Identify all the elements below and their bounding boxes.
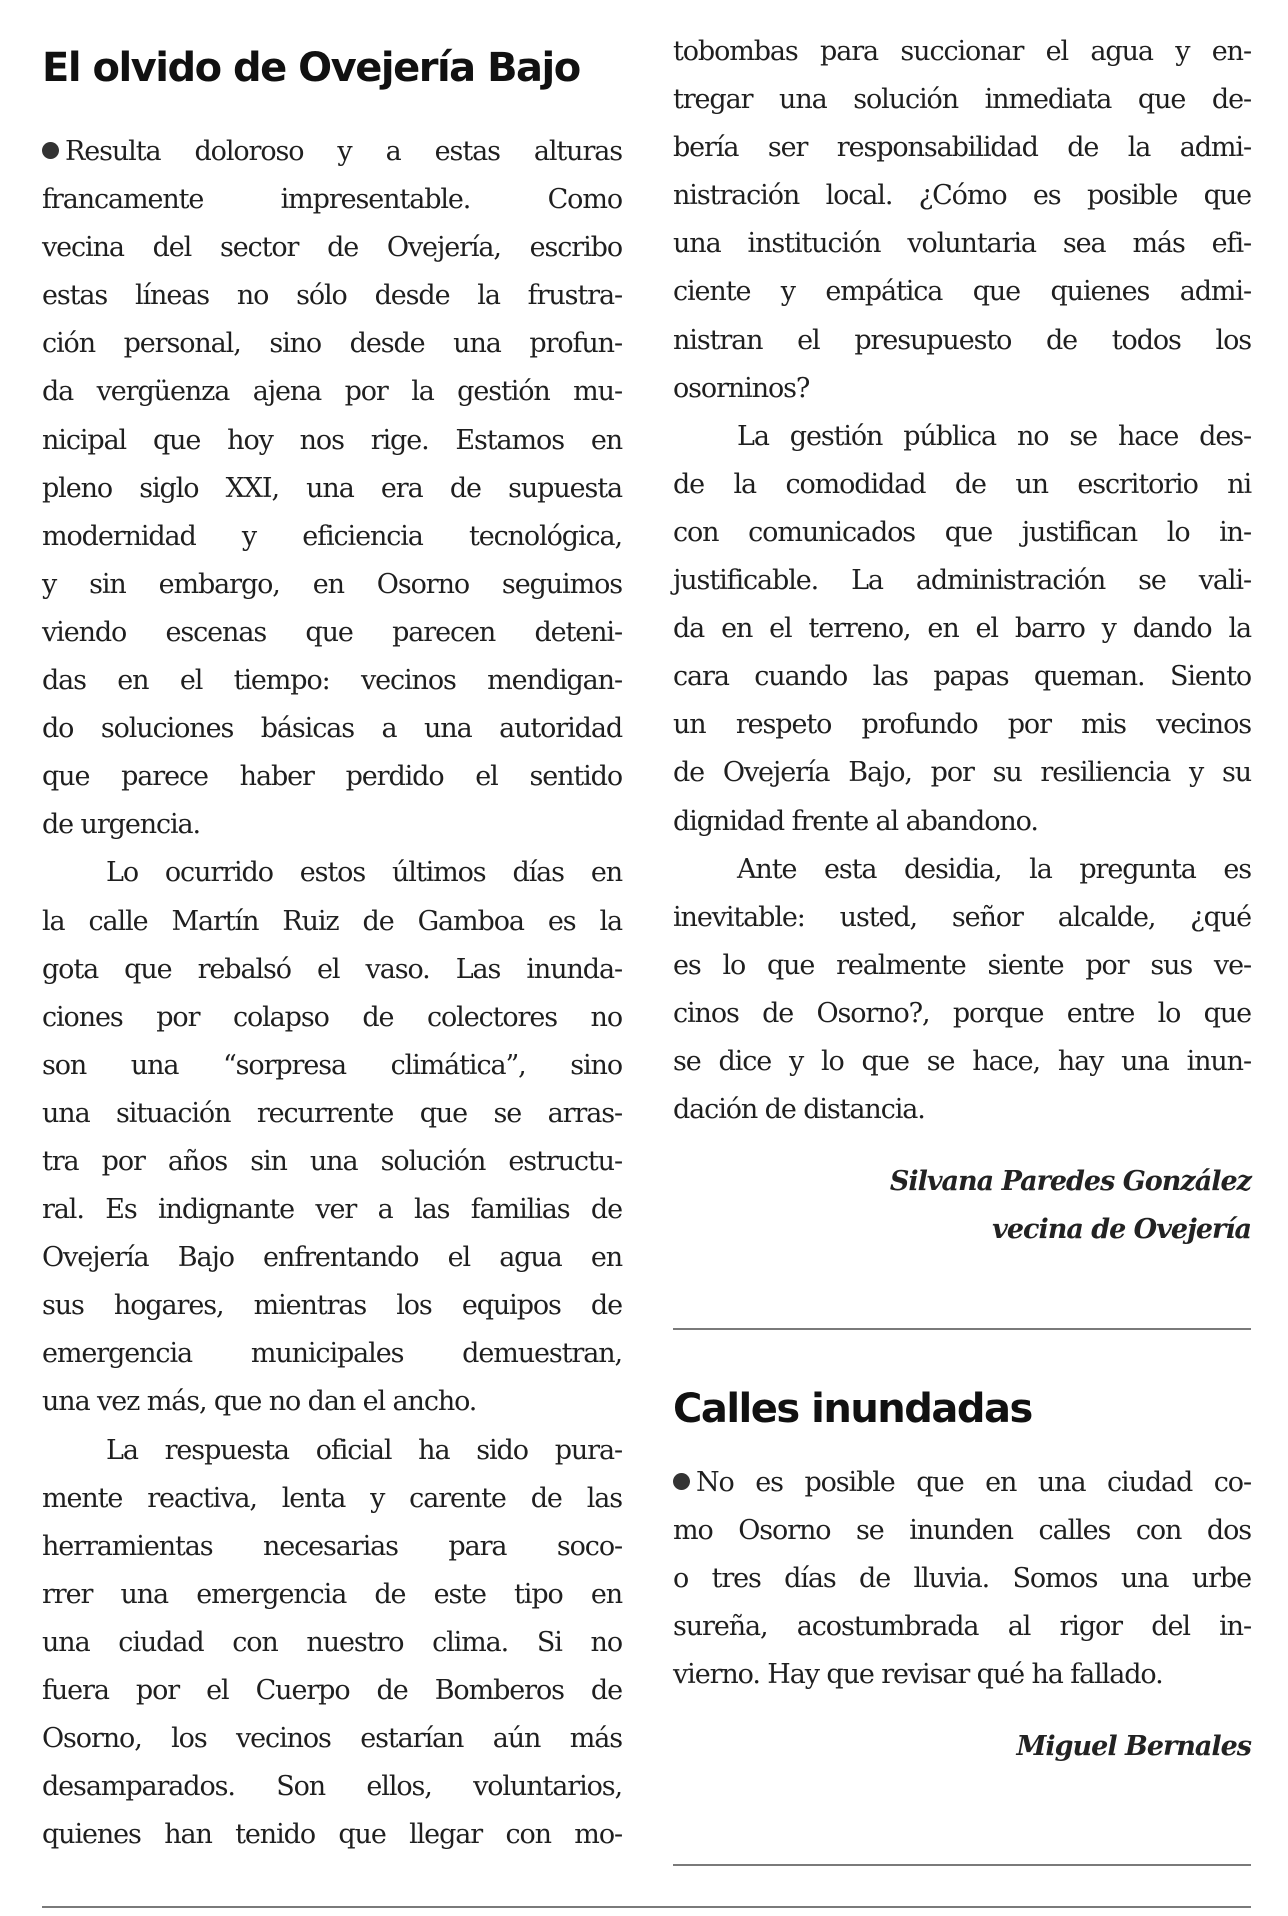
- text-line: do soluciones básicas a una autoridad: [42, 713, 622, 745]
- text-line: una situación recurrente que se arras-: [42, 1097, 622, 1129]
- letter1-divider: [673, 1328, 1251, 1330]
- text-line: fuera por el Cuerpo de Bomberos de: [42, 1675, 622, 1706]
- text-line: Lo ocurrido estos últimos días en: [106, 857, 622, 889]
- bullet-icon: [673, 1473, 690, 1490]
- text-line: un respeto profundo por mis vecinos: [673, 709, 1251, 741]
- text-line: o tres días de lluvia. Somos una urbe: [673, 1563, 1251, 1595]
- text-line: No es posible que en una ciudad co-: [673, 1459, 1251, 1507]
- letter1-column-left: [42, 28, 622, 1859]
- letter2-author: Miguel Bernales: [1016, 1731, 1251, 1763]
- text-line: modernidad y eficiencia tecnológica,: [42, 520, 622, 552]
- page-bottom-rule: [42, 1906, 1251, 1908]
- letter2-body: [673, 1459, 1251, 1699]
- text-line: cara cuando las papas queman. Siento: [673, 661, 1251, 693]
- text-line: Ante esta desidia, la pregunta es: [737, 853, 1251, 885]
- letter2-divider: [673, 1864, 1251, 1866]
- text-line: Resulta doloroso y a estas alturas: [42, 128, 622, 176]
- text-line: herramientas necesarias para soco-: [42, 1530, 622, 1562]
- text-line: justificable. La administración se vali-: [673, 565, 1251, 597]
- text-line: es lo que realmente siente por sus ve-: [673, 949, 1251, 981]
- text-line: da vergüenza ajena por la gestión mu-: [42, 376, 622, 408]
- text-line: nistración local. ¿Cómo es posible que: [673, 180, 1251, 212]
- letter1-body-right: [673, 28, 1251, 1134]
- text-line: viendo escenas que parecen deteni-: [42, 616, 622, 648]
- text-line: nistran el presupuesto de todos los: [673, 324, 1251, 356]
- text-line: ciente y empática que quienes admi-: [673, 276, 1251, 308]
- text-line: la calle Martín Ruiz de Gamboa es la: [42, 905, 622, 937]
- text-line: inevitable: usted, señor alcalde, ¿qué: [673, 901, 1251, 933]
- letter1-column-right: [673, 28, 1251, 1254]
- text-line: desamparados. Son ellos, voluntarios,: [42, 1771, 622, 1803]
- text-line: son una “sorpresa climática”, sino: [42, 1049, 622, 1081]
- text-line: vierno. Hay que revisar qué ha fallado.: [673, 1659, 1163, 1691]
- text-line: nicipal que hoy nos rige. Estamos en: [42, 424, 622, 456]
- text-line: quienes han tenido que llegar con mo-: [42, 1819, 622, 1851]
- text-line: tregar una solución inmediata que de-: [673, 84, 1251, 116]
- text-line: vecina del sector de Ovejería, escribo: [42, 232, 622, 264]
- text-line: mo Osorno se inunden calles con dos: [673, 1515, 1251, 1547]
- text-line: osorninos?: [673, 372, 810, 404]
- text-line: sureña, acostumbrada al rigor del in-: [673, 1611, 1251, 1643]
- text-line: La gestión pública no se hace des-: [737, 420, 1251, 452]
- text-line: Ovejería Bajo enfrentando el agua en: [42, 1242, 622, 1274]
- text-line: de Ovejería Bajo, por su resiliencia y su: [673, 757, 1251, 789]
- text-line: cinos de Osorno?, porque entre lo que: [673, 997, 1251, 1029]
- letter1-author: Silvana Paredes González: [889, 1166, 1251, 1198]
- letter1-author-role: vecina de Ovejería: [992, 1214, 1251, 1246]
- text-line: una vez más, que no dan el ancho.: [42, 1386, 477, 1418]
- text-line: ción personal, sino desde una profun-: [42, 328, 622, 360]
- text-line: estas líneas no sólo desde la frustra-: [42, 280, 622, 312]
- text-line: tobombas para succionar el agua y en-: [673, 36, 1251, 67]
- text-line: francamente impresentable. Como: [42, 184, 622, 216]
- text-line: se dice y lo que se hace, hay una inun-: [673, 1045, 1251, 1077]
- text-line: das en el tiempo: vecinos mendigan-: [42, 665, 622, 697]
- text-line: una ciudad con nuestro clima. Si no: [42, 1626, 622, 1658]
- text-line: bería ser responsabilidad de la admi-: [673, 132, 1251, 164]
- text-line: gota que rebalsó el vaso. Las inunda-: [42, 953, 622, 985]
- text-line: de urgencia.: [42, 809, 201, 841]
- text-line: ciones por colapso de colectores no: [42, 1001, 622, 1033]
- text-line: dignidad frente al abandono.: [673, 805, 1038, 837]
- letter1-title: El olvido de Ovejería Bajo: [42, 45, 580, 91]
- text-line: tra por años sin una solución estructu-: [42, 1145, 622, 1177]
- letter1-body-left: [42, 128, 622, 1859]
- text-line: una institución voluntaria sea más efi-: [673, 228, 1251, 260]
- text-line: da en el terreno, en el barro y dando la: [673, 613, 1251, 645]
- text-line: Osorno, los vecinos estarían aún más: [42, 1723, 622, 1755]
- text-line: rrer una emergencia de este tipo en: [42, 1578, 622, 1610]
- text-line: con comunicados que justifican lo in-: [673, 516, 1251, 548]
- text-line: de la comodidad de un escritorio ni: [673, 468, 1251, 500]
- text-line: pleno siglo XXI, una era de supuesta: [42, 472, 622, 504]
- text-line: y sin embargo, en Osorno seguimos: [42, 568, 622, 600]
- letter2-title: Calles inundadas: [673, 1386, 1032, 1432]
- text-line: sus hogares, mientras los equipos de: [42, 1290, 622, 1322]
- text-line: La respuesta oficial ha sido pura-: [106, 1434, 622, 1466]
- text-line: dación de distancia.: [673, 1094, 925, 1126]
- text-line: que parece haber perdido el sentido: [42, 761, 622, 793]
- text-line: mente reactiva, lenta y carente de las: [42, 1482, 622, 1514]
- letter2-column: [673, 1381, 1251, 1771]
- bullet-icon: [42, 142, 59, 159]
- text-line: ral. Es indignante ver a las familias de: [42, 1194, 622, 1226]
- text-line: emergencia municipales demuestran,: [42, 1338, 622, 1370]
